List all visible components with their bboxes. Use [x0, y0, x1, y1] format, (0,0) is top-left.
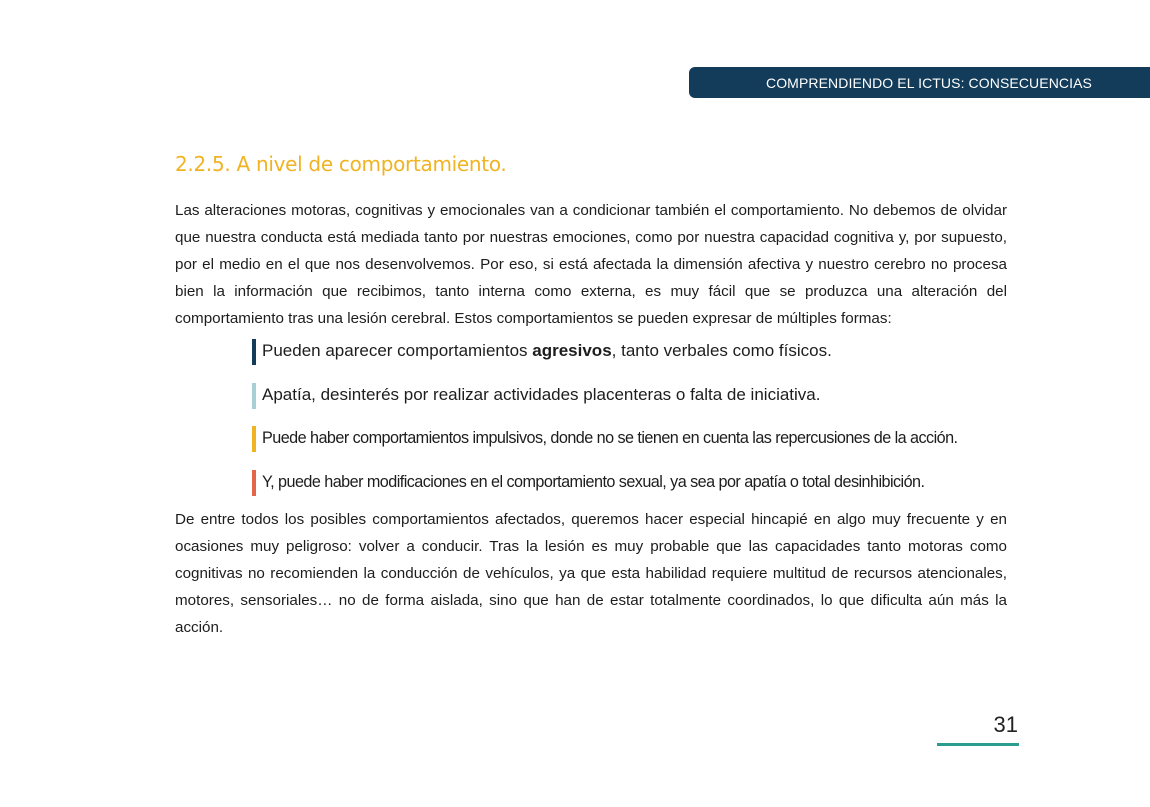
list-item-sexual [252, 469, 1012, 495]
list-item-text: Y, puede haber modificaciones en el comportamiento sexual, ya sea por apatía o total desinhibición. [262, 472, 925, 491]
list-item-text: Puede haber comportamientos impulsivos, donde no se tienen en cuenta las repercusiones de la acción. [262, 429, 958, 447]
intro-paragraph: Las alteraciones motoras, cognitivas y emocionales van a condicionar también el comportamiento. No debemos de olvidar que nuestra conducta está mediada tanto por nuestras emociones, como por nuestra capacidad cognitiva y, por supuesto, por el medio en el que nos desenvolvemos. Por eso, si está afectada la dimensión afectiva y nuestro cerebro no procesa bien la información que recibimos, tanto interna como externa, es muy fácil que se produzca una alteración del comportamiento tras una lesión cerebral. Estos comportamientos se pueden expresar de múltiples formas: [175, 202, 1007, 327]
bullet-bar [252, 383, 256, 409]
driving-paragraph: De entre todos los posibles comportamientos afectados, queremos hacer especial hincapié en algo muy frecuente y en ocasiones muy peligroso: volver a conducir. Tras la lesión es muy probable que las capacidades tanto motoras como cognitivas no recomienden la conducción de vehículos, ya que esta habilidad requiere multitud de recursos atencionales, motores, sensoriales… no de forma aislada, sino que han de estar totalmente coordinados, lo que dificulta aún más la acción. [175, 511, 1007, 636]
list-item-text-pre: Pueden aparecer comportamientos [262, 341, 533, 360]
page-number-underline [937, 743, 1019, 746]
list-item-apathy [252, 382, 1012, 408]
bullet-bar [252, 339, 256, 365]
bullet-bar [252, 426, 256, 452]
header-bar [689, 67, 1150, 98]
list-item-impulsive [252, 425, 1012, 451]
list-item-text: Apatía, desinterés por realizar actividades placenteras o falta de iniciativa. [262, 384, 821, 404]
list-item-text-bold: agresivos [532, 341, 612, 360]
behavior-list [252, 338, 1012, 512]
bullet-bar [252, 470, 256, 496]
list-item-aggressive [252, 338, 1012, 364]
list-item-text-post: , tanto verbales como físicos. [611, 341, 832, 360]
header-title: COMPRENDIENDO EL ICTUS: CONSECUENCIAS [765, 74, 1092, 91]
page-number: 31 [993, 712, 1018, 737]
section-title: 2.2.5. A nivel de comportamiento. [175, 152, 507, 176]
